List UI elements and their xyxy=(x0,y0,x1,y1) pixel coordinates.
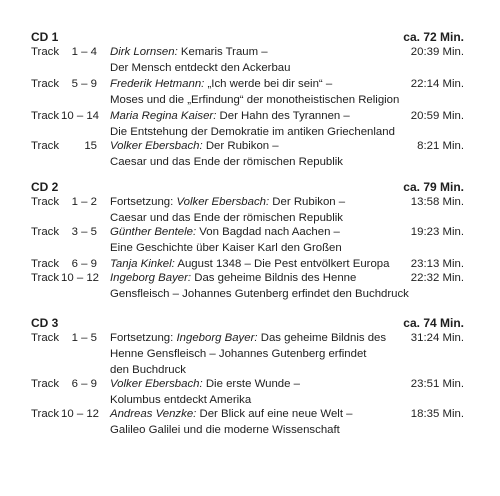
track-author: Dirk Lornsen: xyxy=(110,46,178,58)
track-author: Günther Bentele: xyxy=(110,226,197,238)
cd-title: CD 3 xyxy=(31,316,59,330)
track-subtitle: Henne Gensfleisch – Johannes Gutenberg erfindet xyxy=(110,348,367,360)
cd-title: CD 1 xyxy=(31,30,59,44)
track-entry xyxy=(31,138,464,170)
track-entry xyxy=(31,270,464,302)
track-author: Tanja Kinkel: xyxy=(110,258,175,270)
track-author: Maria Regina Kaiser: xyxy=(110,110,217,122)
track-range: 10 – 14 xyxy=(61,110,100,122)
track-subtitle: Kolumbus entdeckt Amerika xyxy=(110,394,252,406)
track-duration: 22:32 Min. xyxy=(410,272,464,284)
track-author: Volker Ebersbach: xyxy=(110,140,203,152)
track-subtitle: Der Mensch entdeckt den Ackerbau xyxy=(110,62,291,74)
track-author: Frederik Hetmann: xyxy=(110,78,205,90)
track-title: Der Blick auf eine neue Welt – xyxy=(196,408,353,420)
track-author: Ingeborg Bayer: xyxy=(110,272,192,284)
track-label: Track xyxy=(31,46,60,58)
track-label: Track xyxy=(31,272,60,284)
track-duration: 13:58 Min. xyxy=(410,196,464,208)
track-entry xyxy=(31,194,464,226)
track-entry xyxy=(31,376,464,408)
track-title: Der Rubikon – xyxy=(269,196,346,208)
track-label: Track xyxy=(31,332,60,344)
track-entry xyxy=(31,330,464,378)
track-subtitle-cont: den Buchdruck xyxy=(110,364,186,376)
cd-3-section xyxy=(31,316,464,436)
track-title: Der Hahn des Tyrannen – xyxy=(216,110,350,122)
track-duration: 8:21 Min. xyxy=(417,140,464,152)
track-duration: 20:39 Min. xyxy=(410,46,464,58)
cd-header xyxy=(31,316,464,331)
track-subtitle: Moses und die „Erfindung“ der monotheistischen Religion xyxy=(110,94,400,106)
track-title: Der Rubikon – xyxy=(202,140,279,152)
track-entry xyxy=(31,44,464,76)
track-subtitle: Eine Geschichte über Kaiser Karl den Großen xyxy=(110,242,342,254)
track-duration: 20:59 Min. xyxy=(410,110,464,122)
track-range: 5 – 9 xyxy=(71,78,97,90)
track-title: Die erste Wunde – xyxy=(202,378,300,390)
track-title: Das geheime Bildnis des xyxy=(257,332,387,344)
track-author: Volker Ebersbach: xyxy=(176,196,270,208)
cd-total-duration: ca. 79 Min. xyxy=(403,180,464,194)
track-entry xyxy=(31,108,464,140)
track-author: Andreas Venzke: xyxy=(110,408,197,420)
track-label: Track xyxy=(31,408,60,420)
track-title: Von Bagdad nach Aachen – xyxy=(196,226,340,238)
track-entry xyxy=(31,224,464,256)
track-subtitle: Galileo Galilei und die moderne Wissenschaft xyxy=(110,424,340,436)
cd-header xyxy=(31,30,464,45)
track-range: 1 – 2 xyxy=(71,196,97,208)
track-label: Track xyxy=(31,140,60,152)
track-duration: 19:23 Min. xyxy=(410,226,464,238)
track-subtitle: Die Entstehung der Demokratie im antiken Griechenland xyxy=(110,126,395,138)
cd-2-section xyxy=(31,180,464,300)
track-duration: 23:13 Min. xyxy=(410,258,464,270)
track-subtitle: Gensfleisch – Johannes Gutenberg erfindet den Buchdruck xyxy=(110,288,409,300)
track-duration: 31:24 Min. xyxy=(410,332,464,344)
track-label: Track xyxy=(31,226,60,238)
track-range: 3 – 5 xyxy=(71,226,97,238)
track-prefix: Fortsetzung: xyxy=(110,332,177,344)
track-label: Track xyxy=(31,110,60,122)
track-label: Track xyxy=(31,78,60,90)
track-author: Volker Ebersbach: xyxy=(110,378,203,390)
track-duration: 18:35 Min. xyxy=(410,408,464,420)
track-range: 1 – 5 xyxy=(71,332,97,344)
track-range: 10 – 12 xyxy=(61,408,100,420)
track-entry xyxy=(31,406,464,438)
track-author: Ingeborg Bayer: xyxy=(176,332,258,344)
track-title: Kemaris Traum – xyxy=(177,46,268,58)
track-subtitle: Caesar und das Ende der römischen Republik xyxy=(110,212,344,224)
track-label: Track xyxy=(31,258,60,270)
track-range: 6 – 9 xyxy=(71,258,97,270)
cd-1-section xyxy=(31,30,464,168)
track-label: Track xyxy=(31,196,60,208)
track-subtitle: Caesar und das Ende der römischen Republik xyxy=(110,156,344,168)
track-range: 15 xyxy=(84,140,97,152)
track-duration: 23:51 Min. xyxy=(410,378,464,390)
track-entry xyxy=(31,76,464,108)
track-title-line xyxy=(110,138,464,154)
track-title: August 1348 – Die Pest entvölkert Europa xyxy=(174,258,390,270)
track-prefix: Fortsetzung: xyxy=(110,196,177,208)
track-range: 1 – 4 xyxy=(71,46,97,58)
track-title: „Ich werde bei dir sein“ – xyxy=(204,78,333,90)
cd-total-duration: ca. 74 Min. xyxy=(403,316,464,330)
track-range: 10 – 12 xyxy=(61,272,100,284)
track-title: Das geheime Bildnis des Henne xyxy=(191,272,357,284)
track-description xyxy=(110,138,464,170)
cd-header xyxy=(31,180,464,195)
cd-total-duration: ca. 72 Min. xyxy=(403,30,464,44)
track-range: 6 – 9 xyxy=(71,378,97,390)
track-duration: 22:14 Min. xyxy=(410,78,464,90)
track-label: Track xyxy=(31,378,60,390)
cd-title: CD 2 xyxy=(31,180,59,194)
